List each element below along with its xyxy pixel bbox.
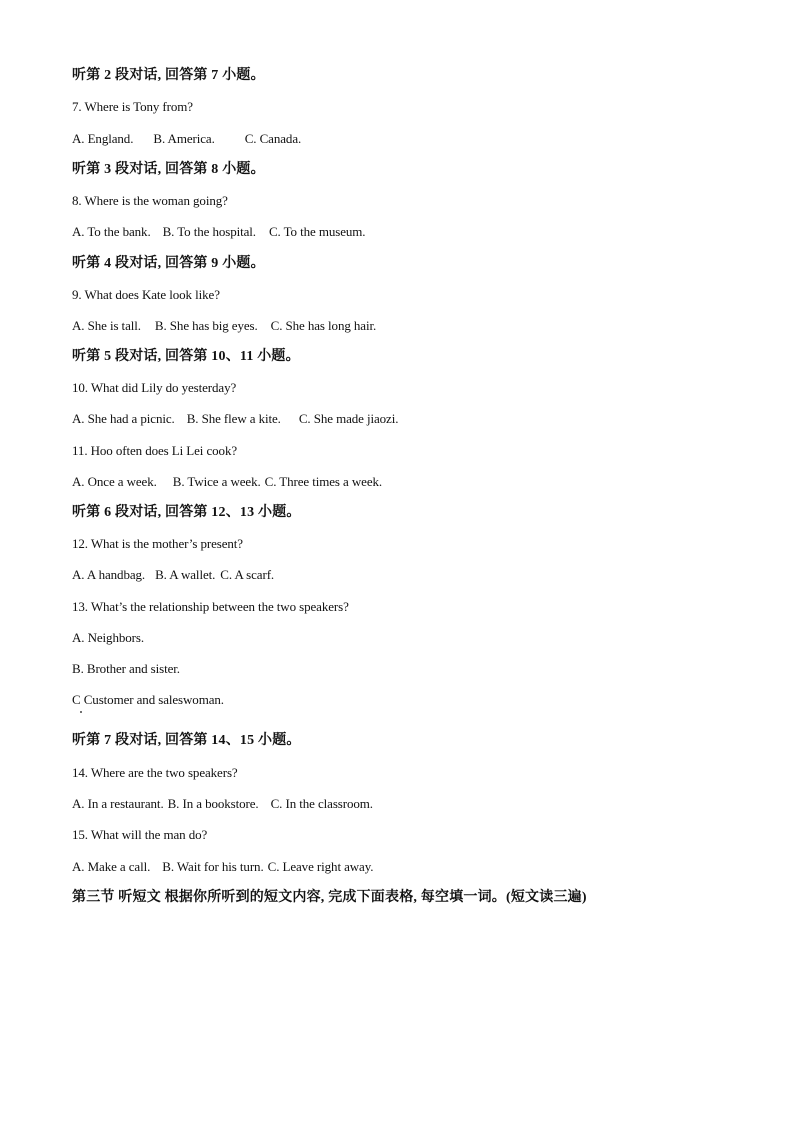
option-9b: B. She has big eyes. [154,318,258,333]
option-15a: A. Make a call. [72,859,151,874]
question-11: 11. Hoo often does Li Lei cook? [72,443,238,458]
option-8a: A. To the bank. [72,224,151,239]
option-15c: C. Leave right away. [267,859,374,874]
option-11a: A. Once a week. [72,474,157,489]
options-9 [72,318,376,334]
section-heading-3: 听第 3 段对话, 回答第 8 小题。 [72,162,265,177]
option-7b: B. America. [153,131,215,146]
option-13c: C Customer and saleswoman. [72,692,224,707]
option-10a: A. She had a picnic. [72,411,175,426]
option-11b: B. Twice a week. [172,474,261,489]
option-14b: B. In a bookstore. [167,796,259,811]
section-heading-4: 听第 4 段对话, 回答第 9 小题。 [72,256,265,271]
option-12b: B. A wallet. [155,567,216,582]
option-8b: B. To the hospital. [162,224,256,239]
section-heading-6: 听第 6 段对话, 回答第 12、13 小题。 [72,505,301,520]
question-12: 12. What is the mother’s present? [72,536,243,551]
question-10: 10. What did Lily do yesterday? [72,380,237,395]
option-14a: A. In a restaurant. [72,796,164,811]
section-heading-7: 听第 7 段对话, 回答第 14、15 小题。 [72,733,301,748]
option-13b: B. Brother and sister. [72,661,180,676]
option-15b: B. Wait for his turn. [162,859,264,874]
section-heading-2: 听第 2 段对话, 回答第 7 小题。 [72,68,265,83]
option-9c: C. She has long hair. [270,318,377,333]
options-8 [72,224,365,240]
question-9: 9. What does Kate look like? [72,287,220,302]
option-9a: A. She is tall. [72,318,141,333]
stray-dot-mark [80,711,82,713]
options-12 [72,567,274,583]
option-13a: A. Neighbors. [72,630,144,645]
options-7 [72,131,301,147]
option-11c: C. Three times a week. [264,474,383,489]
option-12a: A. A handbag. [72,567,146,582]
option-7a: A. England. [72,131,134,146]
part-3-heading: 第三节 听短文 根据你所听到的短文内容, 完成下面表格, 每空填一词。(短文读三遍) [72,890,587,905]
option-14c: C. In the classroom. [270,796,373,811]
options-15 [72,859,373,875]
options-11 [72,474,382,490]
options-10 [72,411,398,427]
question-15: 15. What will the man do? [72,827,208,842]
section-heading-5: 听第 5 段对话, 回答第 10、11 小题。 [72,349,300,364]
question-8: 8. Where is the woman going? [72,193,228,208]
question-7: 7. Where is Tony from? [72,99,193,114]
options-14 [72,796,373,812]
option-8c: C. To the museum. [268,224,366,239]
question-13: 13. What’s the relationship between the two speakers? [72,599,349,614]
option-10c: C. She made jiaozi. [298,411,399,426]
option-12c: C. A scarf. [220,567,275,582]
option-10b: B. She flew a kite. [186,411,281,426]
option-7c: C. Canada. [244,131,302,146]
question-14: 14. Where are the two speakers? [72,765,238,780]
